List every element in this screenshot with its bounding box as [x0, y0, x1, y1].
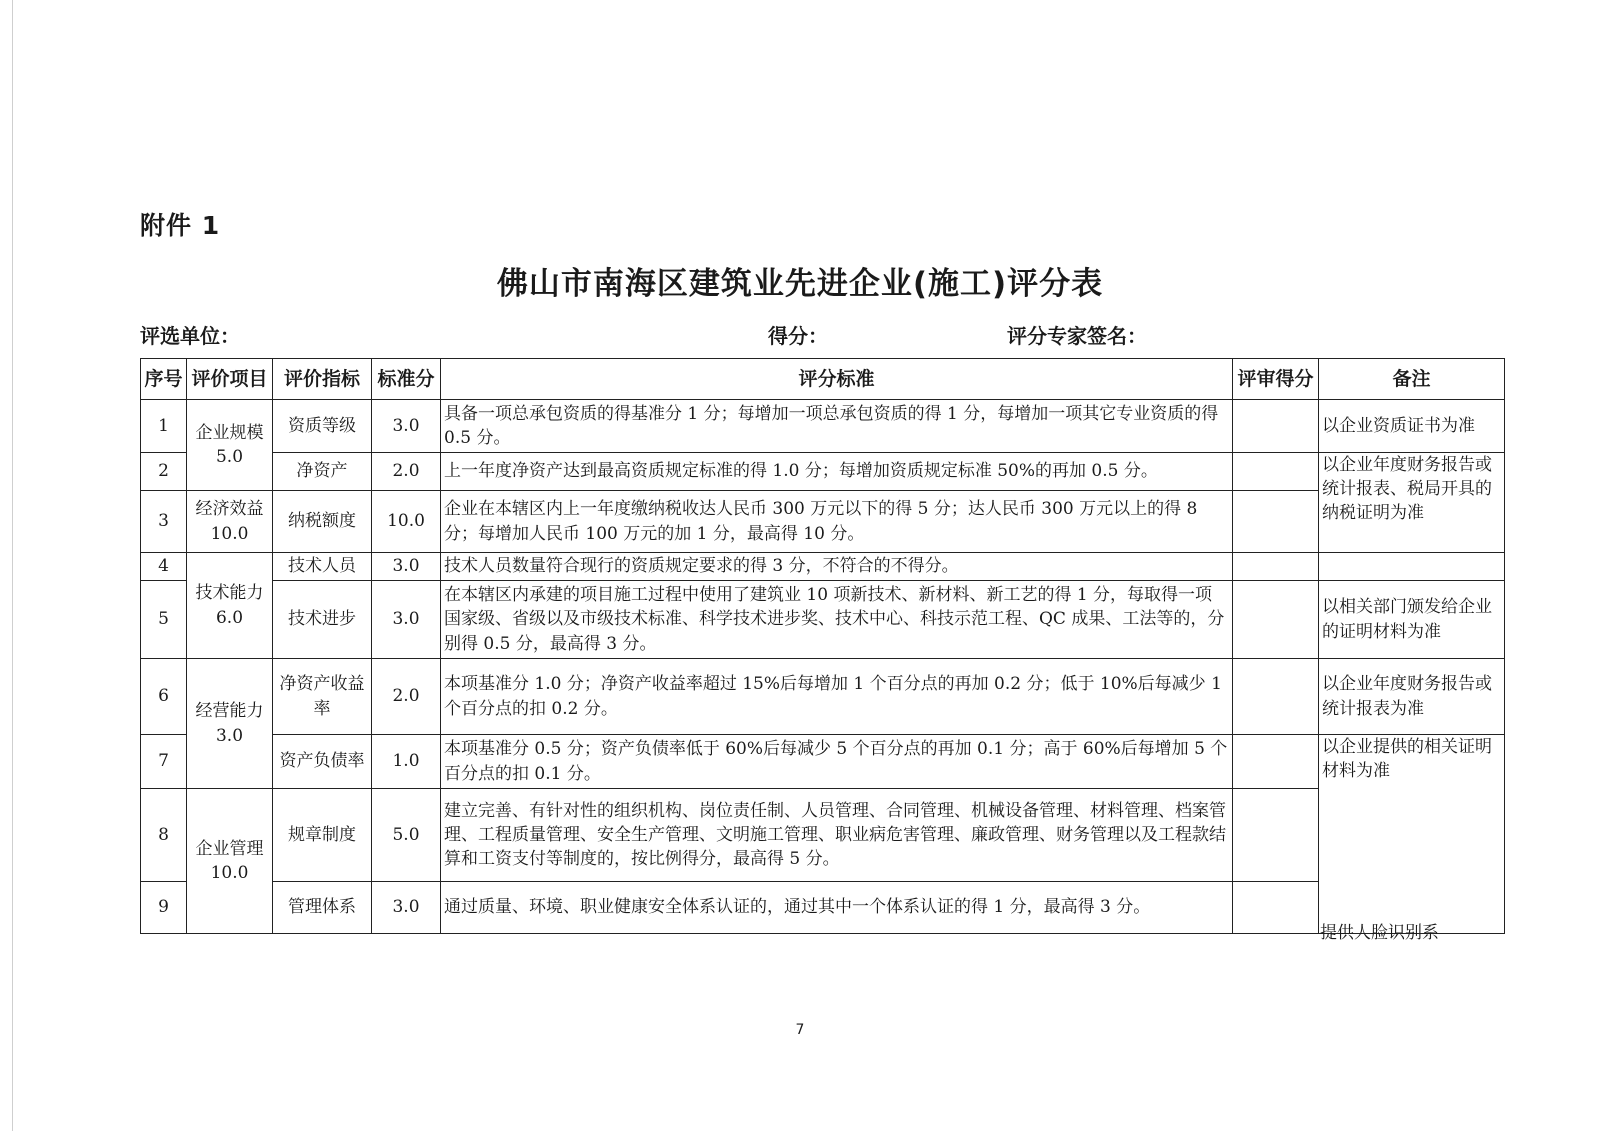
- table-row: [141, 735, 1505, 789]
- header-note: 备注: [1319, 359, 1505, 400]
- criteria: 企业在本辖区内上一年度缴纳税收达人民币 300 万元以下的得 5 分；达人民币 300 万元以上的得 8 分；每增加人民币 100 万元的加 1 分，最高得 10 分。: [441, 491, 1233, 553]
- standard-score: 2.0: [372, 453, 441, 491]
- indicator: 资质等级: [273, 400, 372, 453]
- note-empty: [1319, 553, 1505, 581]
- table-row: [141, 789, 1505, 882]
- review-score-cell[interactable]: [1233, 553, 1319, 581]
- page-title: 佛山市南海区建筑业先进企业(施工)评分表: [496, 266, 1104, 302]
- header-item: 评价项目: [187, 359, 273, 400]
- note: 以企业年度财务报告或统计报表、税局开具的纳税证明为准: [1319, 453, 1505, 553]
- table-row: [141, 659, 1505, 735]
- header-review-score: 评审得分: [1233, 359, 1319, 400]
- indicator: 管理体系: [273, 882, 372, 934]
- expert-signature-label: 评分专家签名：: [1007, 324, 1147, 348]
- evaluation-item: 经济效益 10.0: [187, 491, 273, 553]
- note: 以企业提供的相关证明材料为准: [1319, 735, 1505, 934]
- review-score-cell[interactable]: [1233, 491, 1319, 553]
- criteria: 具备一项总承包资质的得基准分 1 分；每增加一项总承包资质的得 1 分，每增加一项其它专业资质的得 0.5 分。: [441, 400, 1233, 453]
- row-no: 1: [141, 400, 187, 453]
- table-row: [141, 491, 1505, 553]
- row-no: 4: [141, 553, 187, 581]
- indicator: 技术进步: [273, 581, 372, 659]
- row-no: 2: [141, 453, 187, 491]
- criteria: 在本辖区内承建的项目施工过程中使用了建筑业 10 项新技术、新材料、新工艺的得 1 分，每取得一项国家级、省级以及市级技术标准、科学技术进步奖、技术中心、科技示范工程、QC 成果、工法等的，分别得 0.5 分，最高得 3 分。: [441, 581, 1233, 659]
- note: 以相关部门颁发给企业的证明材料为准: [1319, 581, 1505, 659]
- review-score-cell[interactable]: [1233, 581, 1319, 659]
- header-standard-score: 标准分: [372, 359, 441, 400]
- page-edge-line: [12, 0, 13, 1131]
- header-no: 序号: [141, 359, 187, 400]
- indicator: 净资产收益率: [273, 659, 372, 735]
- row-no: 8: [141, 789, 187, 882]
- standard-score: 3.0: [372, 400, 441, 453]
- scoring-table: [140, 358, 1505, 934]
- indicator: 纳税额度: [273, 491, 372, 553]
- criteria: 本项基准分 1.0 分；净资产收益率超过 15%后每增加 1 个百分点的再加 0.2 分；低于 10%后每减少 1 个百分点的扣 0.2 分。: [441, 659, 1233, 735]
- standard-score: 10.0: [372, 491, 441, 553]
- total-score-label: 得分：: [768, 324, 828, 348]
- table-row: [141, 553, 1505, 581]
- review-score-cell[interactable]: [1233, 735, 1319, 789]
- table-row: [141, 400, 1505, 453]
- annex-label: 附件 1: [140, 211, 221, 240]
- criteria: 通过质量、环境、职业健康安全体系认证的，通过其中一个体系认证的得 1 分，最高得 3 分。: [441, 882, 1233, 934]
- criteria: 技术人员数量符合现行的资质规定要求的得 3 分，不符合的不得分。: [441, 553, 1233, 581]
- standard-score: 2.0: [372, 659, 441, 735]
- evaluation-unit-label: 评选单位：: [140, 324, 240, 348]
- criteria: 本项基准分 0.5 分；资产负债率低于 60%后每减少 5 个百分点的再加 0.1 分；高于 60%后每增加 5 个百分点的扣 0.1 分。: [441, 735, 1233, 789]
- row-no: 7: [141, 735, 187, 789]
- evaluation-item: 企业规模 5.0: [187, 400, 273, 491]
- note-last: 提供人脸识别系: [1320, 923, 1439, 943]
- page-number: 7: [795, 1022, 805, 1038]
- note: 以企业年度财务报告或统计报表为准: [1319, 659, 1505, 735]
- evaluation-item: 经营能力 3.0: [187, 659, 273, 789]
- indicator: 资产负债率: [273, 735, 372, 789]
- review-score-cell[interactable]: [1233, 453, 1319, 491]
- indicator: 规章制度: [273, 789, 372, 882]
- table-header-row: [141, 359, 1505, 400]
- standard-score: 3.0: [372, 581, 441, 659]
- row-no: 6: [141, 659, 187, 735]
- indicator: 技术人员: [273, 553, 372, 581]
- review-score-cell[interactable]: [1233, 659, 1319, 735]
- row-no: 5: [141, 581, 187, 659]
- criteria: 建立完善、有针对性的组织机构、岗位责任制、人员管理、合同管理、机械设备管理、材料管理、档案管理、工程质量管理、安全生产管理、文明施工管理、职业病危害管理、廉政管理、财务管理以及工程款结算和工资支付等制度的，按比例得分，最高得 5 分。: [441, 789, 1233, 882]
- review-score-cell[interactable]: [1233, 882, 1319, 934]
- table-row: [141, 882, 1505, 934]
- row-no: 9: [141, 882, 187, 934]
- table-row: [141, 453, 1505, 491]
- header-indicator: 评价指标: [273, 359, 372, 400]
- evaluation-item: 企业管理 10.0: [187, 789, 273, 934]
- table-row: [141, 581, 1505, 659]
- row-no: 3: [141, 491, 187, 553]
- review-score-cell[interactable]: [1233, 400, 1319, 453]
- criteria: 上一年度净资产达到最高资质规定标准的得 1.0 分；每增加资质规定标准 50%的再加 0.5 分。: [441, 453, 1233, 491]
- header-criteria: 评分标准: [441, 359, 1233, 400]
- indicator: 净资产: [273, 453, 372, 491]
- standard-score: 5.0: [372, 789, 441, 882]
- review-score-cell[interactable]: [1233, 789, 1319, 882]
- standard-score: 3.0: [372, 882, 441, 934]
- standard-score: 3.0: [372, 553, 441, 581]
- standard-score: 1.0: [372, 735, 441, 789]
- note: 以企业资质证书为准: [1319, 400, 1505, 453]
- evaluation-item: 技术能力 6.0: [187, 553, 273, 659]
